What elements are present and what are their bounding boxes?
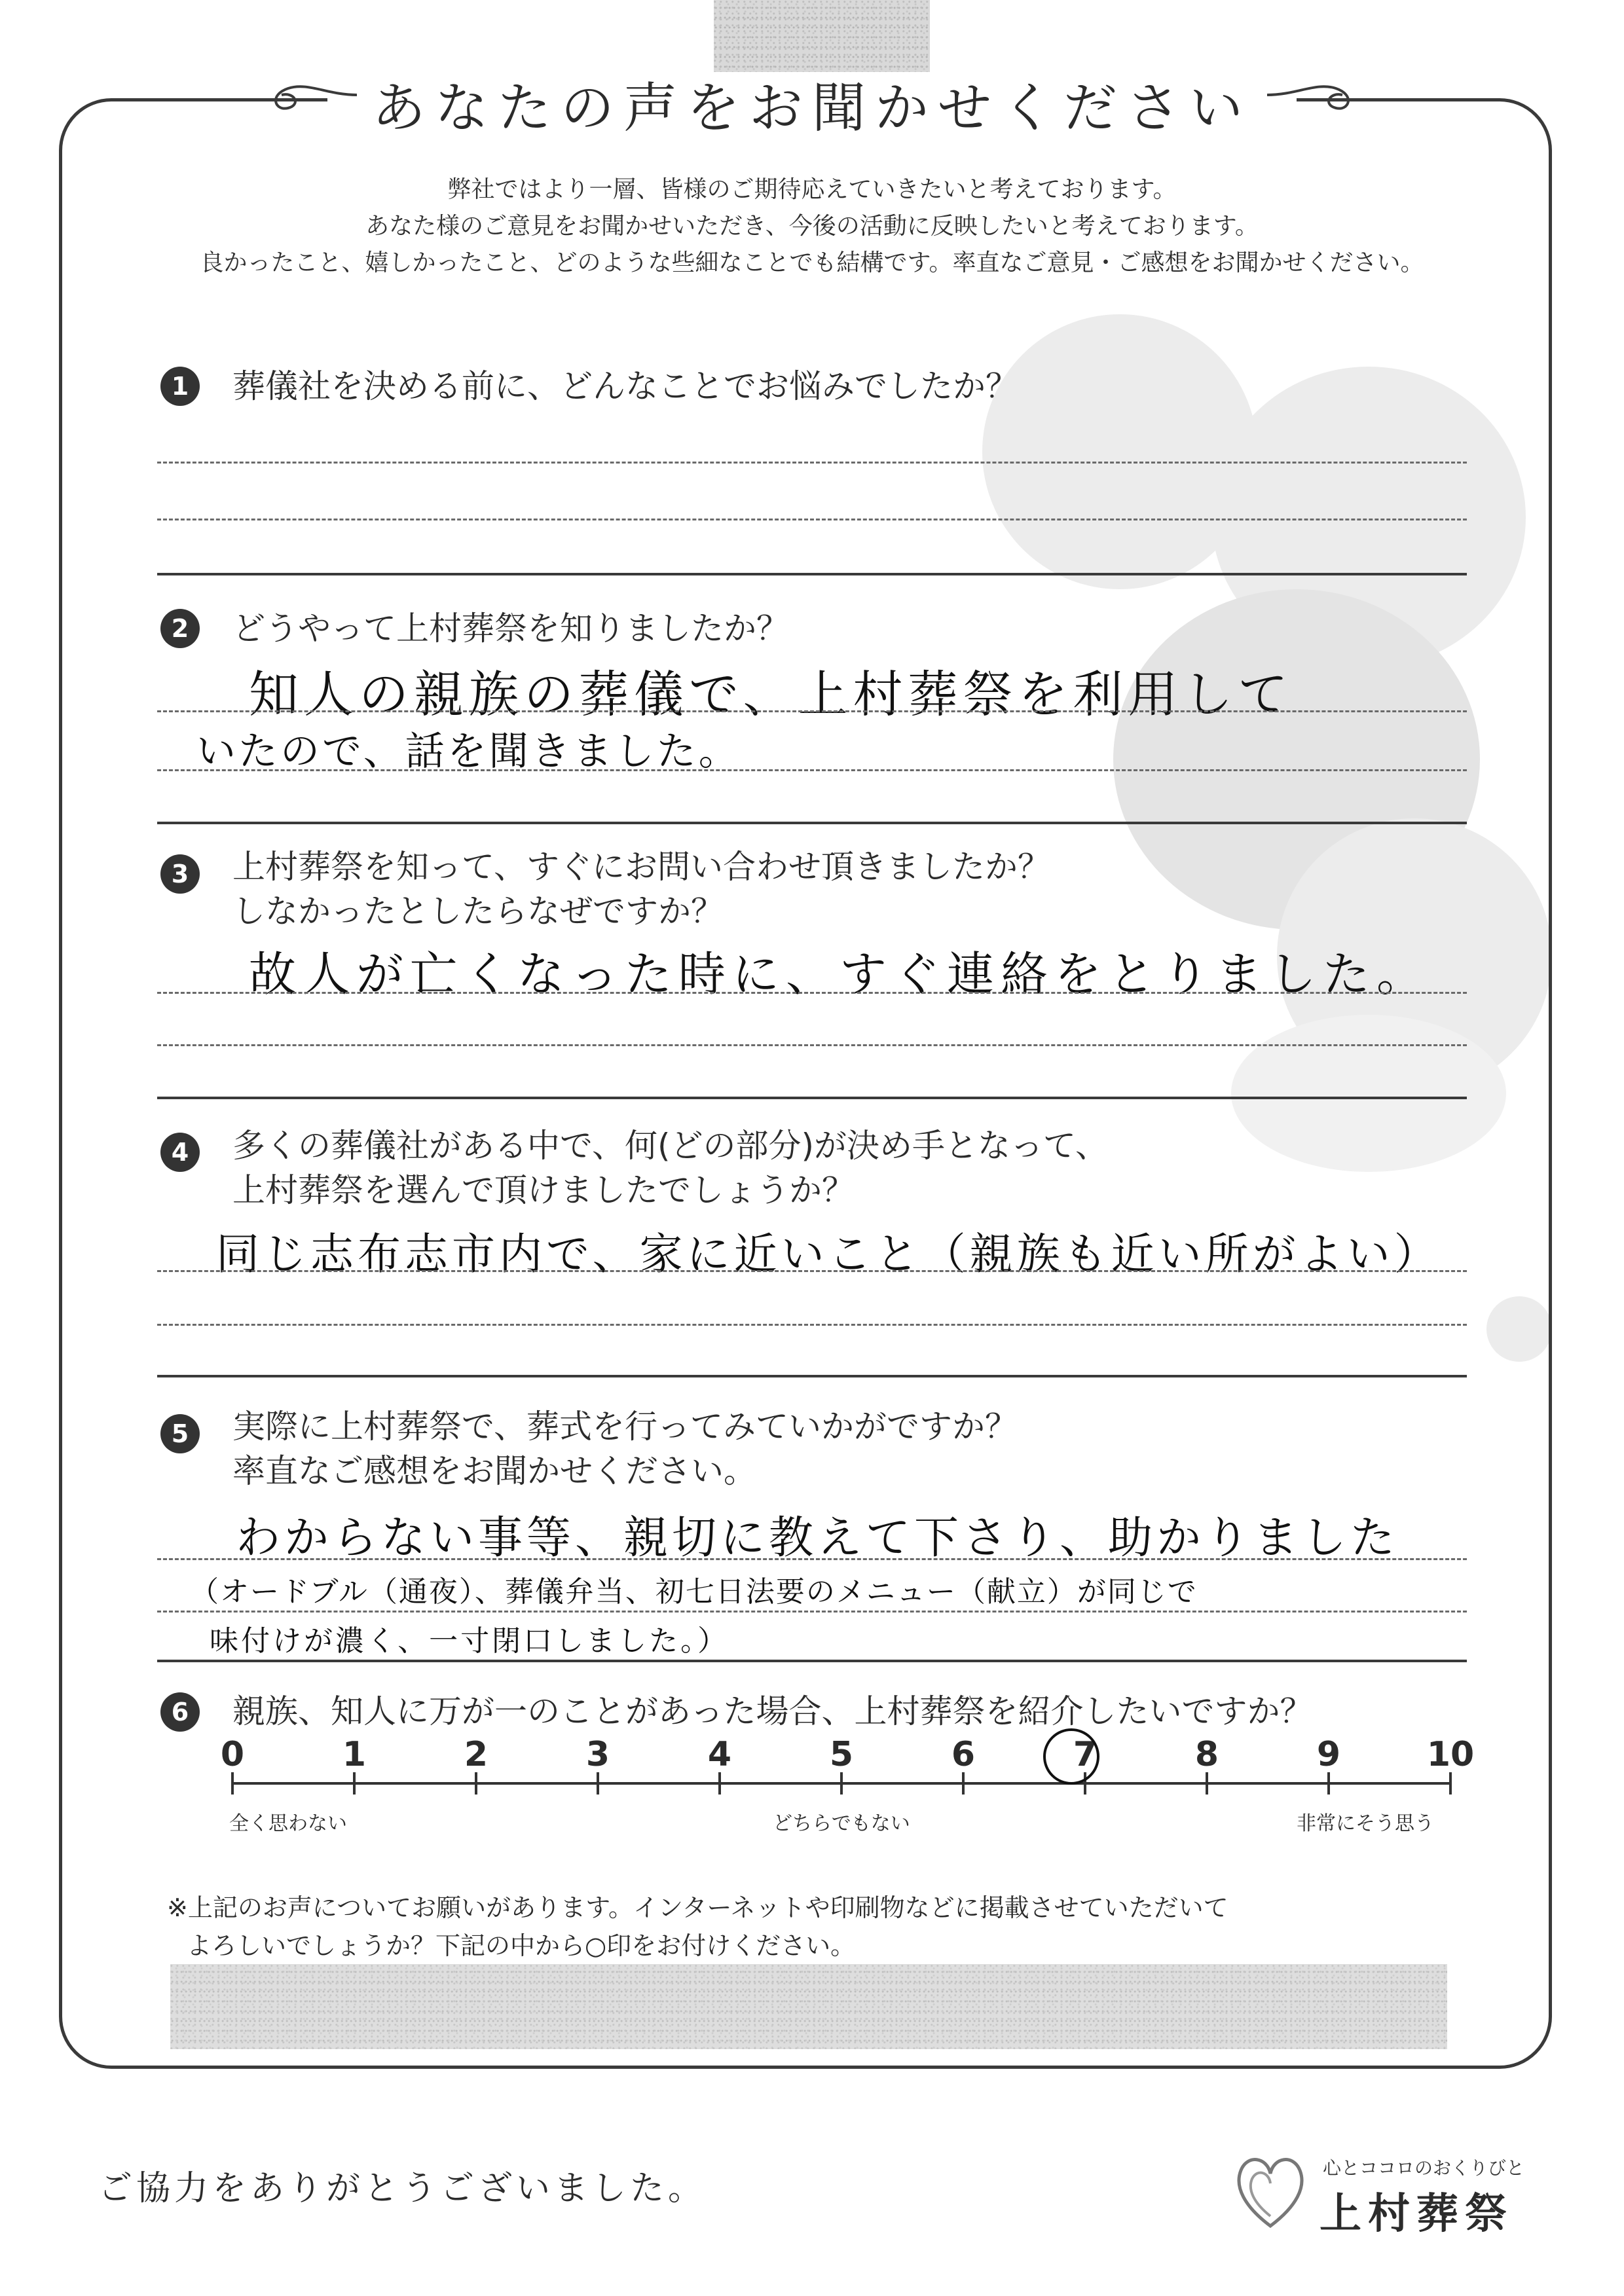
answer-line [157,1324,1467,1326]
question-text: 葬儀社を決める前に、どんなことでお悩みでしたか？ [232,367,1018,405]
answer-line [157,992,1467,994]
answer-line [157,462,1467,464]
heart-logo-icon [1231,2147,1310,2232]
scale-number[interactable]: 5 [829,1735,854,1774]
company-name: 上村葬祭 [1320,2190,1513,2238]
question-text: 率直なご感想をお聞かせください。 [232,1452,756,1490]
scale-tick [1206,1772,1208,1795]
scale-number[interactable]: 0 [220,1735,245,1774]
handwritten-answer: いたので、話を聞きました。 [196,729,741,774]
answer-line [157,519,1467,520]
permission-note: ※上記のお声についてお願いがあります。インターネットや印刷物などに掲載させていただいて [167,1893,1228,1922]
scale-tick [1327,1772,1330,1795]
question-number: 5 [160,1414,200,1453]
thanks-message: ご協力をありがとうございました。 [98,2169,707,2208]
section-divider [157,1660,1467,1662]
scale-number[interactable]: 1 [342,1735,367,1774]
answer-line [157,1044,1467,1046]
scale-label-mid: どちらでもない [773,1812,910,1835]
scale-label-low: 全く思わない [229,1812,347,1835]
scale-tick [840,1772,843,1795]
question-text: 多くの葬儀社がある中で、何(どの部分)が決め手となって、 [232,1127,1109,1165]
answer-line [157,1270,1467,1272]
scale-number[interactable]: 2 [464,1735,489,1774]
selected-rating-circle [1043,1728,1099,1785]
scale-number[interactable]: 7 [1073,1735,1098,1774]
section-divider [157,573,1467,575]
handwritten-answer: 知人の親族の葬儀で、上村葬祭を利用して [249,665,1293,723]
handwritten-answer: わからない事等、親切に教えて下さり、助かりました [236,1512,1399,1564]
scale-number[interactable]: 10 [1426,1735,1475,1774]
question-text: しなかったとしたらなぜですか？ [232,892,724,930]
question-text: どうやって上村葬祭を知りましたか？ [232,610,789,647]
handwritten-answer: 同じ志布志市内で、家に近いこと（親族も近い所がよい） [216,1229,1441,1279]
handwritten-answer: 故人が亡くなった時に、すぐ連絡をとりました。 [249,947,1431,1002]
intro-line: 弊社ではより一層、皆様のご期待応えていきたいと考えております。 [447,176,1177,203]
question-text: 親族、知人に万が一のことがあった場合、上村葬祭を紹介したいですか？ [232,1692,1313,1730]
question-number: 1 [160,367,200,406]
company-tagline: 心とココロのおくりびと [1323,2157,1525,2179]
question-text: 実際に上村葬祭で、葬式を行ってみていかがですか？ [232,1408,1018,1446]
scale-number[interactable]: 3 [585,1735,610,1774]
answer-line [157,710,1467,712]
scale-number[interactable]: 4 [707,1735,732,1774]
scale-number[interactable]: 8 [1194,1735,1219,1774]
question-text: 上村葬祭を知って、すぐにお問い合わせ頂きましたか？ [232,848,1050,886]
scale-tick [231,1772,234,1795]
intro-line: あなた様のご意見をお聞かせいただき、今後の活動に反映したいと考えております。 [365,213,1259,240]
page-title: あなたの声をお聞かせください [371,77,1252,139]
scale-tick [962,1772,965,1795]
section-divider [157,1097,1467,1099]
section-divider [157,1375,1467,1377]
handwritten-answer: （オードブル（通夜）、葬儀弁当、初七日法要のメニュー（献立）が同じで [190,1575,1198,1609]
scale-number[interactable]: 6 [951,1735,976,1774]
question-number: 3 [160,854,200,894]
scale-number[interactable]: 9 [1316,1735,1341,1774]
scale-label-high: 非常にそう思う [1297,1812,1434,1835]
question-number: 2 [160,609,200,648]
intro-line: 良かったこと、嬉しかったこと、どのような些細なことでも結構です。率直なご意見・ご感想をお聞かせください。 [200,249,1424,276]
scale-tick [475,1772,477,1795]
section-divider [157,822,1467,824]
question-number: 6 [160,1692,200,1732]
answer-line [157,769,1467,771]
permission-note: よろしいでしょうか？下記の中から○印をお付けください。 [187,1931,856,1960]
handwritten-answer: 味付けが濃く、一寸閉口しました。） [210,1624,729,1658]
answer-line [157,1611,1467,1613]
question-number: 4 [160,1133,200,1172]
answer-line [157,1558,1467,1560]
question-text: 上村葬祭を選んで頂けましたでしょうか？ [232,1171,855,1209]
scale-tick [597,1772,599,1795]
scale-tick [1449,1772,1452,1795]
scale-tick [353,1772,356,1795]
scale-tick [718,1772,721,1795]
